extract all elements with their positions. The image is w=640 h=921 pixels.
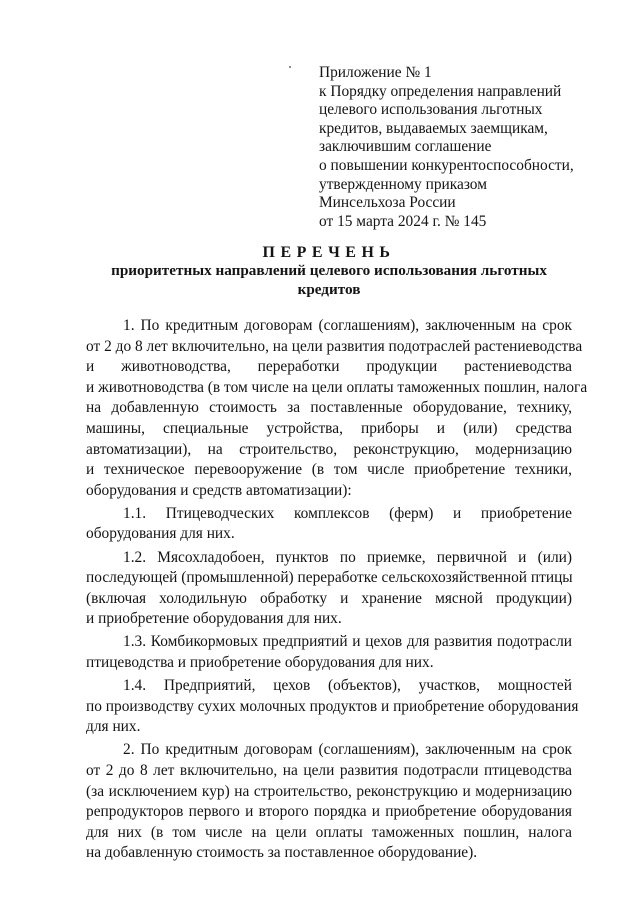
appendix-line: о повышении конкурентоспособности, <box>319 156 574 174</box>
paragraph-line: для них (в том числе на цели оплаты таможенных пошлин, налога <box>86 823 572 841</box>
paragraph-p1-4 <box>86 676 579 738</box>
paragraph-line: последующей (промышленной) переработке сельскохозяйственной птицы <box>86 569 573 587</box>
paragraph-line: по производству сухих молочных продуктов и приобретение оборудования <box>86 697 579 715</box>
paragraph-line: оборудования и средств автоматизации): <box>86 481 352 499</box>
paragraph-line: на добавленную стоимость за поставленное оборудование). <box>86 844 478 862</box>
subtitle-line: приоритетных направлений целевого использования льготных <box>111 262 547 279</box>
paragraph-line: для них. <box>86 718 141 736</box>
appendix-line: утвержденному приказом <box>319 175 487 193</box>
appendix-line: от 15 марта 2024 г. № 145 <box>319 212 487 230</box>
paragraph-line: оборудования для них. <box>86 525 235 543</box>
appendix-line: Минсельхоза России <box>319 194 456 212</box>
paragraph-line: 1.3. Комбикормовых предприятий и цехов для развития подотрасли <box>123 633 572 651</box>
paragraph-line: и приобретение оборудования для них. <box>86 610 342 628</box>
paragraph-line: 1.1. Птицеводческих комплексов (ферм) и приобретение <box>123 504 572 522</box>
paragraph-line: автоматизации), на строительство, реконструкцию, модернизацию <box>86 440 572 458</box>
appendix-line: кредитов, выдаваемых заемщикам, <box>319 119 548 137</box>
document-title: ПЕРЕЧЕНЬ <box>262 244 396 261</box>
paragraph-line: (включая холодильную обработку и хранение мясной продукции) <box>86 589 572 607</box>
paragraph-line: 1.4. Предприятий, цехов (объектов), участков, мощностей <box>123 677 572 695</box>
appendix-line: к Порядку определения направлений <box>319 82 562 100</box>
appendix-line: Приложение № 1 <box>319 64 432 81</box>
paragraph-line: 1. По кредитным договорам (соглашениям), заключенным на срок <box>123 317 572 334</box>
paragraph-p2 <box>86 740 572 864</box>
appendix-line: целевого использования льготных <box>319 101 543 119</box>
paragraph-line: (за исключением кур) на строительство, реконструкцию и модернизацию <box>86 782 572 800</box>
paragraph-line: репродукторов первого и второго порядка и приобретение оборудования <box>86 803 572 821</box>
paragraph-line: от 2 до 8 лет включительно, на цели развития подотраслей растениеводства <box>86 337 583 355</box>
paragraph-p1-3 <box>86 632 572 673</box>
paragraph-line: на добавленную стоимость за поставленные оборудование, технику, <box>86 399 572 417</box>
paragraph-p1 <box>86 316 588 501</box>
appendix-line: заключившим соглашение <box>319 138 492 156</box>
paragraph-line: 1.2. Мясохладобоен, пунктов по приемке, первичной и (или) <box>123 548 572 566</box>
paragraph-p1-1 <box>86 504 572 545</box>
paragraph-line: птицеводства и приобретение оборудования для них. <box>86 654 434 671</box>
document-subtitle <box>86 262 572 299</box>
paragraph-line: и животноводства (в том числе на цели оплаты таможенных пошлин, налога <box>86 378 588 396</box>
appendix-header <box>319 64 619 231</box>
paragraph-line: и животноводства, переработки продукции растениеводства <box>86 358 572 376</box>
document-body <box>86 316 588 864</box>
paragraph-line: машины, специальные устройства, приборы и (или) средства <box>86 419 572 437</box>
scan-speck <box>289 66 291 68</box>
paragraph-p1-2 <box>86 548 572 630</box>
subtitle-line: кредитов <box>297 280 361 298</box>
paragraph-line: от 2 до 8 лет включительно, на цели развития подотрасли птицеводства <box>86 761 572 779</box>
paragraph-line: и техническое перевооружение (в том числе приобретение техники, <box>86 461 572 479</box>
paragraph-line: 2. По кредитным договорам (соглашениям), заключенным на срок <box>123 741 572 759</box>
